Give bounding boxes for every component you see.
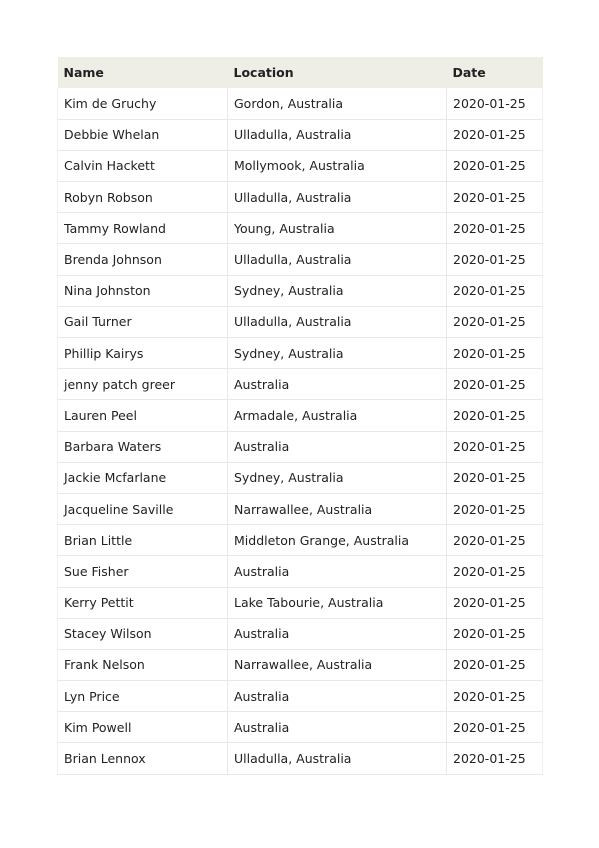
cell-location: Ulladulla, Australia xyxy=(228,244,447,275)
table-row xyxy=(58,743,543,774)
cell-location: Sydney, Australia xyxy=(228,275,447,306)
cell-date: 2020-01-25 xyxy=(447,462,543,493)
column-header-name: Name xyxy=(63,65,104,80)
table-row xyxy=(58,587,543,618)
table-row xyxy=(58,618,543,649)
cell-date: 2020-01-25 xyxy=(447,338,543,369)
cell-date: 2020-01-25 xyxy=(447,275,543,306)
cell-date: 2020-01-25 xyxy=(447,244,543,275)
table-row xyxy=(58,306,543,337)
cell-location: Sydney, Australia xyxy=(228,338,447,369)
header-row xyxy=(58,57,543,88)
cell-name: Kim Powell xyxy=(58,712,228,743)
cell-date: 2020-01-25 xyxy=(447,369,543,400)
cell-location: Ulladulla, Australia xyxy=(228,119,447,150)
cell-location: Australia xyxy=(228,556,447,587)
cell-name: Sue Fisher xyxy=(58,556,228,587)
cell-name: Calvin Hackett xyxy=(58,150,228,181)
cell-date: 2020-01-25 xyxy=(447,119,543,150)
cell-name: Brenda Johnson xyxy=(58,244,228,275)
table-row xyxy=(58,275,543,306)
cell-name: Kim de Gruchy xyxy=(58,88,228,119)
table-row xyxy=(58,525,543,556)
table-row xyxy=(58,400,543,431)
column-header-location: Location xyxy=(233,65,294,80)
signatures-table xyxy=(57,57,543,775)
cell-date: 2020-01-25 xyxy=(447,431,543,462)
cell-date: 2020-01-25 xyxy=(447,525,543,556)
cell-location: Australia xyxy=(228,369,447,400)
cell-name: Brian Little xyxy=(58,525,228,556)
cell-name: Debbie Whelan xyxy=(58,119,228,150)
cell-date: 2020-01-25 xyxy=(447,556,543,587)
cell-location: Ulladulla, Australia xyxy=(228,743,447,774)
cell-name: Frank Nelson xyxy=(58,649,228,680)
cell-location: Young, Australia xyxy=(228,213,447,244)
cell-date: 2020-01-25 xyxy=(447,587,543,618)
cell-name: Stacey Wilson xyxy=(58,618,228,649)
cell-date: 2020-01-25 xyxy=(447,213,543,244)
cell-name: Kerry Pettit xyxy=(58,587,228,618)
cell-location: Australia xyxy=(228,618,447,649)
cell-name: Brian Lennox xyxy=(58,743,228,774)
table-row xyxy=(58,119,543,150)
cell-date: 2020-01-25 xyxy=(447,88,543,119)
cell-date: 2020-01-25 xyxy=(447,493,543,524)
cell-location: Mollymook, Australia xyxy=(228,150,447,181)
cell-location: Sydney, Australia xyxy=(228,462,447,493)
cell-name: Barbara Waters xyxy=(58,431,228,462)
table-row xyxy=(58,431,543,462)
table-row xyxy=(58,493,543,524)
cell-name: Tammy Rowland xyxy=(58,213,228,244)
cell-date: 2020-01-25 xyxy=(447,649,543,680)
cell-location: Gordon, Australia xyxy=(228,88,447,119)
cell-name: Phillip Kairys xyxy=(58,338,228,369)
table-row xyxy=(58,712,543,743)
table-row xyxy=(58,150,543,181)
table-row xyxy=(58,369,543,400)
column-header-date: Date xyxy=(452,65,486,80)
table-row xyxy=(58,338,543,369)
cell-name: Nina Johnston xyxy=(58,275,228,306)
cell-location: Ulladulla, Australia xyxy=(228,182,447,213)
table-row xyxy=(58,649,543,680)
table-row xyxy=(58,681,543,712)
table-row xyxy=(58,213,543,244)
cell-location: Australia xyxy=(228,431,447,462)
cell-name: Robyn Robson xyxy=(58,182,228,213)
cell-name: Lyn Price xyxy=(58,681,228,712)
cell-location: Narrawallee, Australia xyxy=(228,649,447,680)
cell-location: Middleton Grange, Australia xyxy=(228,525,447,556)
cell-location: Lake Tabourie, Australia xyxy=(228,587,447,618)
cell-date: 2020-01-25 xyxy=(447,150,543,181)
table-row xyxy=(58,244,543,275)
cell-location: Narrawallee, Australia xyxy=(228,493,447,524)
table-header xyxy=(58,57,543,88)
cell-name: Gail Turner xyxy=(58,306,228,337)
table-body xyxy=(58,88,543,774)
cell-location: Australia xyxy=(228,681,447,712)
cell-date: 2020-01-25 xyxy=(447,400,543,431)
cell-location: Armadale, Australia xyxy=(228,400,447,431)
cell-name: Jackie Mcfarlane xyxy=(58,462,228,493)
cell-date: 2020-01-25 xyxy=(447,712,543,743)
table-row xyxy=(58,462,543,493)
cell-date: 2020-01-25 xyxy=(447,306,543,337)
cell-location: Australia xyxy=(228,712,447,743)
table-row xyxy=(58,88,543,119)
table-row xyxy=(58,182,543,213)
cell-date: 2020-01-25 xyxy=(447,182,543,213)
table-row xyxy=(58,556,543,587)
cell-date: 2020-01-25 xyxy=(447,743,543,774)
cell-name: jenny patch greer xyxy=(58,369,228,400)
cell-location: Ulladulla, Australia xyxy=(228,306,447,337)
cell-name: Jacqueline Saville xyxy=(58,493,228,524)
cell-name: Lauren Peel xyxy=(58,400,228,431)
cell-date: 2020-01-25 xyxy=(447,681,543,712)
cell-date: 2020-01-25 xyxy=(447,618,543,649)
